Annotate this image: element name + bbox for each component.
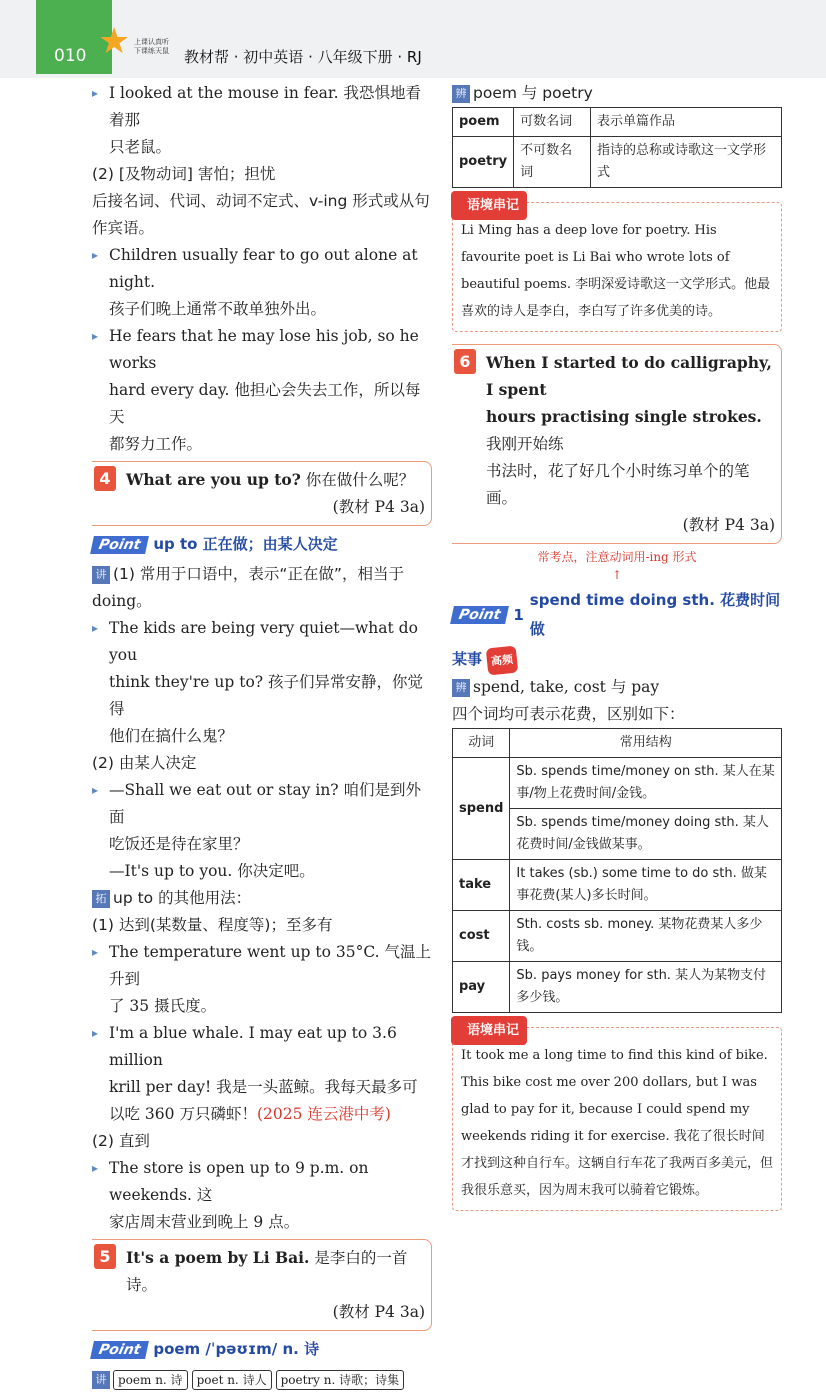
sense-heading: (2) 由某人决定 (92, 754, 197, 772)
point-number: 1 (513, 605, 524, 624)
line: 以吃 360 万只磷虾！ (109, 1105, 257, 1123)
section-5 (92, 1239, 432, 1331)
exam-note: 常考点，注意动词用-ing 形式 (537, 550, 697, 564)
example-sentence: ▸ The temperature went up to 35°C. 气温上升到 (92, 939, 432, 993)
context-label: 语境串记 (451, 191, 527, 220)
table-cell: Sb. pays money for sth. 某人为某物支付多少钱。 (510, 962, 782, 1013)
point-text: spend time doing sth. 花费时间做 (529, 591, 781, 638)
sense-heading: (2) [及物动词] 害怕；担忧 (92, 165, 276, 183)
motto-line1: 上课认真听 (134, 38, 169, 46)
page-number: 010 (36, 0, 112, 74)
context-text: It took me a long time to find this kind of bike. This bike cost me over 200 dollars, but I was glad to pay for it, because I could spend my weekends riding it for exercise. 我花了很长时间才找到这种自行车。这辆自行车花了我两百多美元，但我很乐意买，因为周末我可以骑着它锻炼。 (461, 1048, 774, 1198)
left-column (92, 80, 432, 1393)
point-tag: Point (90, 536, 149, 554)
line: (1) 常用于口语中，表示“正在做”，相当于 (113, 565, 404, 583)
sense-heading: (1) 达到(某数量、程度等)；至多有 (92, 916, 333, 934)
textbook-ref: (教材 P4 3a) (332, 498, 425, 516)
section-english: What are you up to? (126, 470, 301, 489)
context-label: 语境串记 (451, 1016, 527, 1045)
textbook-ref: (教材 P4 3a) (332, 1303, 425, 1321)
jiang-icon: 讲 (92, 566, 110, 584)
point-text-cont: 某事 (452, 650, 483, 668)
section-english: It's a poem by Li Bai. (126, 1248, 310, 1267)
point-tag: Point (90, 1341, 149, 1359)
table-cell: Sth. costs sb. money. 某物花费某人多少钱。 (510, 911, 782, 962)
table-row (453, 758, 782, 809)
arrow-up-icon: ↑ (611, 568, 623, 582)
motto (134, 38, 169, 56)
table-row (453, 860, 782, 911)
verb-cell: pay (453, 962, 510, 1013)
textbook-ref: (教材 P4 3a) (682, 516, 775, 534)
table-cell: Sb. spends time/money on sth. 某人在某事/物上花费时间/金钱。 (510, 758, 782, 809)
section-english: When I started to do calligraphy, I spent (486, 353, 772, 399)
section-chinese: 你在做什么呢？ (305, 471, 415, 489)
example-sentence (92, 80, 432, 134)
example-sentence: ▸ He fears that he may lose his job, so he works (92, 323, 432, 377)
table-row (453, 108, 782, 137)
line: think they're up to? 孩子们异常安静，你觉得 (109, 673, 424, 718)
table-cell: 表示单篇作品 (590, 108, 781, 137)
point-heading (452, 586, 782, 644)
table-header: 常用结构 (510, 729, 782, 758)
line: 他们在搞什么鬼？ (109, 727, 234, 745)
point-tag: Point (450, 606, 509, 624)
line: 吃饭还是待在家里？ (109, 835, 249, 853)
table-header-row (453, 729, 782, 758)
section-number: 5 (94, 1244, 116, 1269)
table-cell: 指诗的总称或诗歌这一文学形式 (590, 137, 781, 188)
header-title: 教材帮 · 初中英语 · 八年级下册 · RJ (184, 48, 422, 66)
table-header: 动词 (453, 729, 510, 758)
table-cell: poetry (453, 137, 514, 188)
context-box (452, 1023, 782, 1211)
table-row (453, 137, 782, 188)
right-column (452, 80, 782, 1211)
table-cell: poem (453, 108, 514, 137)
context-text: Li Ming has a deep love for poetry. His favourite poet is Li Bai who wrote lots of beautiful poems. 李明深爱诗歌这一文学形式。他最喜欢的诗人是李白，李白写了许多优美的诗。 (461, 223, 771, 319)
point-heading (92, 530, 432, 559)
table-cell: 可数名词 (514, 108, 591, 137)
point-heading (92, 1335, 432, 1364)
jiang-icon: 讲 (92, 1371, 110, 1389)
line: hard every day. 他担心会失去工作，所以每天 (109, 381, 421, 426)
verb-cell: cost (453, 911, 510, 962)
hot-badge: 高频 (486, 646, 519, 676)
tuo-icon: 拓 (92, 890, 110, 908)
bian-icon: 辨 (452, 679, 470, 697)
line: 只老鼠。 (109, 138, 172, 156)
section-english: hours practising single strokes. (486, 407, 762, 426)
page-header (0, 0, 826, 78)
point-text: poem /ˈpəʊɪm/ n. 诗 (153, 1340, 320, 1358)
section-number: 4 (94, 466, 116, 491)
line: up to 的其他用法： (113, 889, 252, 907)
example-sentence: ▸ The store is open up to 9 p.m. on weekends. 这 (92, 1155, 432, 1209)
line: 家店周末营业到晚上 9 点。 (109, 1213, 300, 1231)
line: 了 35 摄氏度。 (109, 997, 217, 1015)
section-chinese: 是李白的一首诗。 (126, 1249, 408, 1294)
word-chip: poem n. 诗 (113, 1370, 188, 1390)
example-sentence: ▸ I'm a blue whale. I may eat up to 3.6 million (92, 1020, 432, 1074)
table-cell: It takes (sb.) some time to do sth. 做某事花费(某人)多长时间。 (510, 860, 782, 911)
line: 四个词均可表示花费，区别如下： (452, 705, 685, 723)
verb-cell: take (453, 860, 510, 911)
poem-poetry-table (452, 107, 782, 188)
point-text: up to 正在做；由某人决定 (153, 535, 338, 553)
example-sentence: ▸ The kids are being very quiet—what do you (92, 615, 432, 669)
section-chinese: 书法时，花了好几个小时练习单个的笔画。 (486, 462, 750, 507)
line: I looked at the mouse in fear. 我恐惧地看着那 (109, 84, 421, 129)
exam-source: (2025 连云港中考) (256, 1105, 391, 1123)
table-row (453, 962, 782, 1013)
section-4 (92, 461, 432, 526)
line: 孩子们晚上通常不敢单独外出。 (109, 300, 327, 318)
section-number: 6 (454, 349, 476, 374)
example-sentence: ▸ —Shall we eat out or stay in? 咱们是到外面 (92, 777, 432, 831)
sense-heading: (2) 直到 (92, 1132, 150, 1150)
table-cell: 不可数名词 (514, 137, 591, 188)
example-sentence: ▸ Children usually fear to go out alone at night. (92, 242, 432, 296)
star-mascot-icon: ★ (98, 21, 131, 62)
word-chip: poet n. 诗人 (192, 1370, 272, 1390)
table-row (453, 911, 782, 962)
section-6 (452, 344, 782, 544)
verb-cell: spend (453, 758, 510, 860)
line: 后接名词、代词、动词不定式、v-ing 形式或从句 (92, 192, 430, 210)
spend-take-cost-pay-table (452, 728, 782, 1013)
bian-icon: 辨 (452, 85, 470, 103)
section-chinese: 我刚开始练 (486, 435, 564, 453)
line: krill per day! 我是一头蓝鲸。我每天最多可 (109, 1078, 418, 1096)
line: —It's up to you. 你决定吧。 (109, 862, 315, 880)
word-chip: poetry n. 诗歌；诗集 (276, 1370, 405, 1390)
motto-line2: 下课练天鼠 (134, 47, 169, 55)
line: 作宾语。 (92, 219, 155, 237)
line: 都努力工作。 (109, 435, 203, 453)
line: doing。 (92, 592, 152, 610)
table-cell: Sb. spends time/money doing sth. 某人花费时间/金钱做某事。 (510, 809, 782, 860)
context-box (452, 198, 782, 332)
line: poem 与 poetry (473, 84, 593, 102)
line: spend, take, cost 与 pay (473, 678, 660, 696)
